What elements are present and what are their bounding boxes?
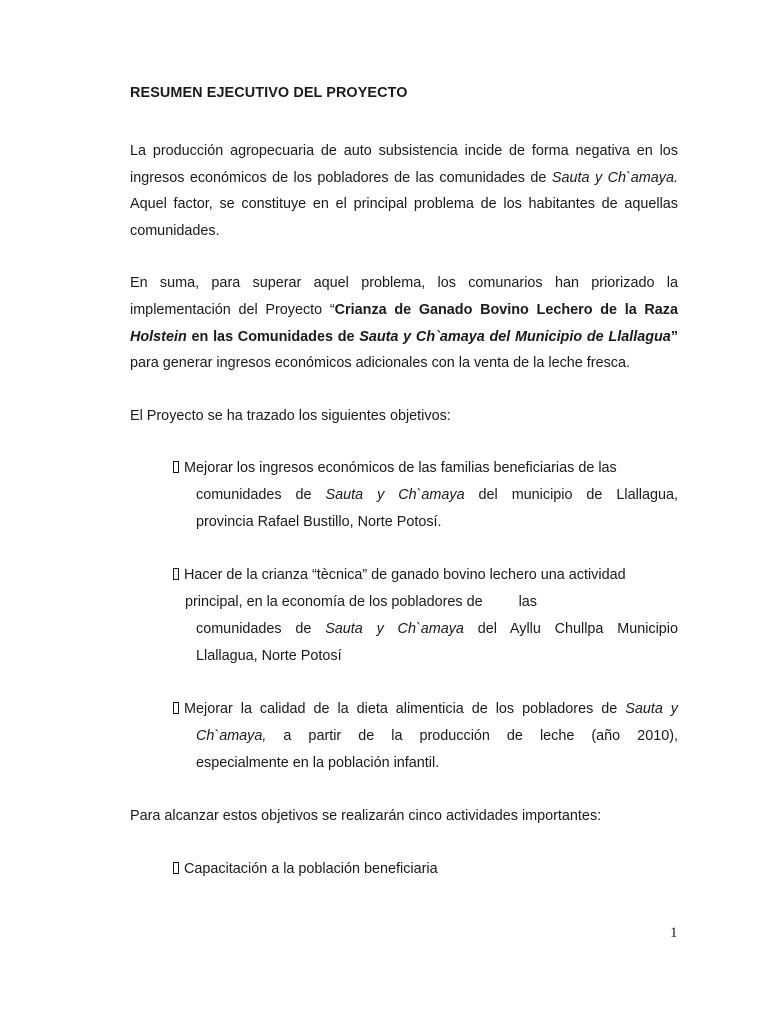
objective-3-line-2b: a partir de la producción de leche (año 2010),	[266, 728, 678, 745]
intro-communities: Sauta y Ch`amaya.	[551, 169, 678, 186]
objective-3-line-3: especialmente en la población infantil.	[196, 755, 440, 772]
objective-2-line-3b: del Ayllu Chullpa Municipio	[463, 621, 678, 638]
activity-1-text: Capacitación a la población beneficiaria	[184, 860, 438, 877]
paragraph-activities-intro: Para alcanzar estos objetivos se realizarán cinco actividades importantes:	[130, 808, 602, 825]
objective-3-communities-a: Sauta y	[625, 701, 678, 718]
bullet-icon	[173, 568, 179, 580]
project-name-1: Crianza de Ganado Bovino Lechero de la Raza	[334, 301, 678, 318]
page-number: 1	[670, 925, 678, 941]
objective-2-line-2b: las	[518, 594, 538, 611]
objective-1-line-2a: comunidades de	[196, 487, 326, 504]
objective-1-line-1: Mejorar los ingresos económicos de las familias beneficiarias de las	[184, 460, 617, 477]
document-body	[130, 84, 678, 909]
bullet-icon	[173, 461, 179, 473]
bullet-icon	[173, 702, 179, 714]
project-name-holstein: Holstein	[130, 328, 187, 345]
activity-item-1	[130, 856, 678, 883]
paragraph-objectives-intro: El Proyecto se ha trazado los siguientes objetivos:	[130, 407, 451, 424]
objective-1-line-2b: del municipio de Llallagua,	[464, 487, 678, 504]
project-name-2: en las Comunidades de	[186, 328, 360, 345]
objective-item-3	[130, 696, 678, 777]
objective-2-communities: Sauta y Ch`amaya	[325, 621, 464, 638]
paragraph-intro	[130, 138, 678, 244]
project-text-2: para generar ingresos económicos adicionales con la venta de la leche fresca.	[130, 355, 630, 372]
project-text-1: En suma, para superar aquel problema, los comunarios han priorizado la implementación del Proyecto “	[130, 275, 678, 318]
bullet-icon	[173, 862, 179, 874]
intro-text-1: La producción agropecuaria de auto subsistencia incide de forma negativa en los ingresos económicos de los pobladores de las comunidades de	[130, 143, 678, 186]
objective-1-line-3: provincia Rafael Bustillo, Norte Potosí.	[196, 514, 442, 531]
objective-item-1	[130, 455, 678, 536]
objective-2-line-3a: comunidades de	[196, 621, 326, 638]
objective-item-2	[130, 562, 678, 670]
objective-1-communities: Sauta y Ch`amaya	[325, 487, 465, 504]
objective-3-line-1a: Mejorar la calidad de la dieta alimenticia de los pobladores de	[184, 701, 626, 718]
objective-3-communities-b: Ch`amaya,	[196, 728, 267, 745]
intro-text-2: Aquel factor, se constituye en el principal problema de los habitantes de aquellas comunidades.	[130, 196, 678, 239]
project-name-location: Sauta y Ch`amaya del Municipio de Llallagua	[359, 328, 671, 345]
objective-2-line-4: Llallagua, Norte Potosí	[196, 648, 342, 665]
objective-2-line-2a: principal, en la economía de los pobladores de	[185, 594, 483, 611]
document-title: RESUMEN EJECUTIVO DEL PROYECTO	[130, 85, 408, 101]
project-name-close-quote: ”	[670, 328, 679, 345]
objective-2-line-1: Hacer de la crianza “tècnica” de ganado bovino lechero una actividad	[184, 567, 626, 584]
paragraph-project	[130, 270, 678, 376]
